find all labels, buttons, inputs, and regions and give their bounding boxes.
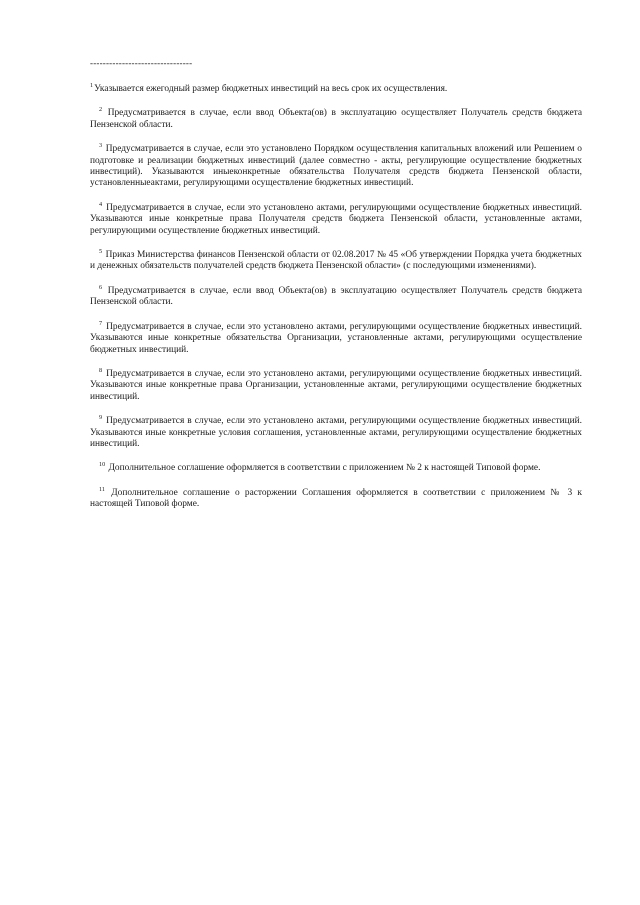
footnote-number: 6 bbox=[99, 283, 103, 291]
footnote-8 bbox=[90, 366, 582, 403]
footnote-9 bbox=[90, 416, 582, 450]
footnote-number: 8 bbox=[99, 366, 103, 374]
footnote-text: Указывается ежегодный размер бюджетных инвестиций на весь срок их осуществления. bbox=[94, 84, 448, 94]
footnote-number: 2 bbox=[99, 106, 103, 114]
footnote-10 bbox=[90, 463, 582, 474]
footnote-number: 11 bbox=[99, 485, 105, 493]
footnote-number: 10 bbox=[99, 461, 106, 469]
footnote-number: 5 bbox=[99, 248, 103, 256]
footnote-number: 3 bbox=[99, 142, 103, 150]
footnote-text: Дополнительное соглашение оформляется в соответствии с приложением № 2 к настоящей Типовой форме. bbox=[106, 463, 541, 474]
footnote-2 bbox=[90, 108, 582, 131]
footnote-11 bbox=[90, 485, 582, 511]
footnote-number: 7 bbox=[99, 319, 103, 327]
footnote-number: 9 bbox=[99, 414, 103, 422]
footnote-6 bbox=[90, 283, 582, 309]
footnote-text: Предусматривается в случае, если это установлено актами, регулирующими осуществление бюджетных инвестиций. Указываются иные конкретные права Организации, установленные актами, регулирующими осуществление бюджетных инвестиций. bbox=[90, 368, 582, 402]
footnote-separator: -------------------------------- bbox=[90, 58, 193, 68]
footnote-1 bbox=[90, 84, 582, 95]
footnote-5 bbox=[90, 250, 582, 273]
footnote-text: Предусматривается в случае, если ввод Объекта(ов) в эксплуатацию осуществляет Получатель средств бюджета Пензенской области. bbox=[90, 285, 582, 308]
footnote-text: Предусматривается в случае, если это установлено актами, регулирующими осуществление бюджетных инвестиций. Указываются иные конкретные права Получателя средств бюджета Пензенской области, установленные актами, регулирующими осуществление бюджетных инвестиций. bbox=[90, 202, 582, 236]
footnotes-section bbox=[90, 58, 582, 524]
footnote-number: 4 bbox=[99, 200, 103, 208]
footnote-number: 1 bbox=[90, 82, 94, 89]
footnote-text: Дополнительное соглашение о расторжении Соглашения оформляется в соответствии с приложением № 3 к настоящей Типовой форме. bbox=[90, 487, 582, 510]
footnote-text: Приказ Министерства финансов Пензенской области от 02.08.2017 № 45 «Об утверждении Порядка учета бюджетных и денежных обязательств получателей средств бюджета Пензенской области» (с последующими изменениями). bbox=[90, 250, 582, 272]
footnote-text: Предусматривается в случае, если это установлено актами, регулирующими осуществление бюджетных инвестиций. Указываются иные конкретные условия соглашения, установленные актами, регулирующими осуществление бюджетных инвестиций. bbox=[90, 416, 582, 449]
footnote-7 bbox=[90, 319, 582, 356]
footnote-text: Предусматривается в случае, если это установлено Порядком осуществления капитальных вложений или Решением о подготовке и реализации бюджетных инвестиций (далее совместно - акты, регулирующие осуществление бюджетных инвестиций). Указываются иныеконкретные обязательства Получателя средств бюджета Пензенской области, установленныеактами, регулирующими осуществление бюджетных инвестиций. bbox=[90, 144, 582, 189]
footnote-text: Предусматривается в случае, если ввод Объекта(ов) в эксплуатацию осуществляет Получатель средств бюджета Пензенской области. bbox=[90, 108, 582, 130]
footnote-4 bbox=[90, 200, 582, 237]
footnote-text: Предусматривается в случае, если это установлено актами, регулирующими осуществление бюджетных инвестиций. Указываются иные конкретные обязательства Организации, установленные актами, регулирующими осуществление бюджетных инвестиций. bbox=[90, 321, 582, 355]
footnote-3 bbox=[90, 144, 582, 190]
